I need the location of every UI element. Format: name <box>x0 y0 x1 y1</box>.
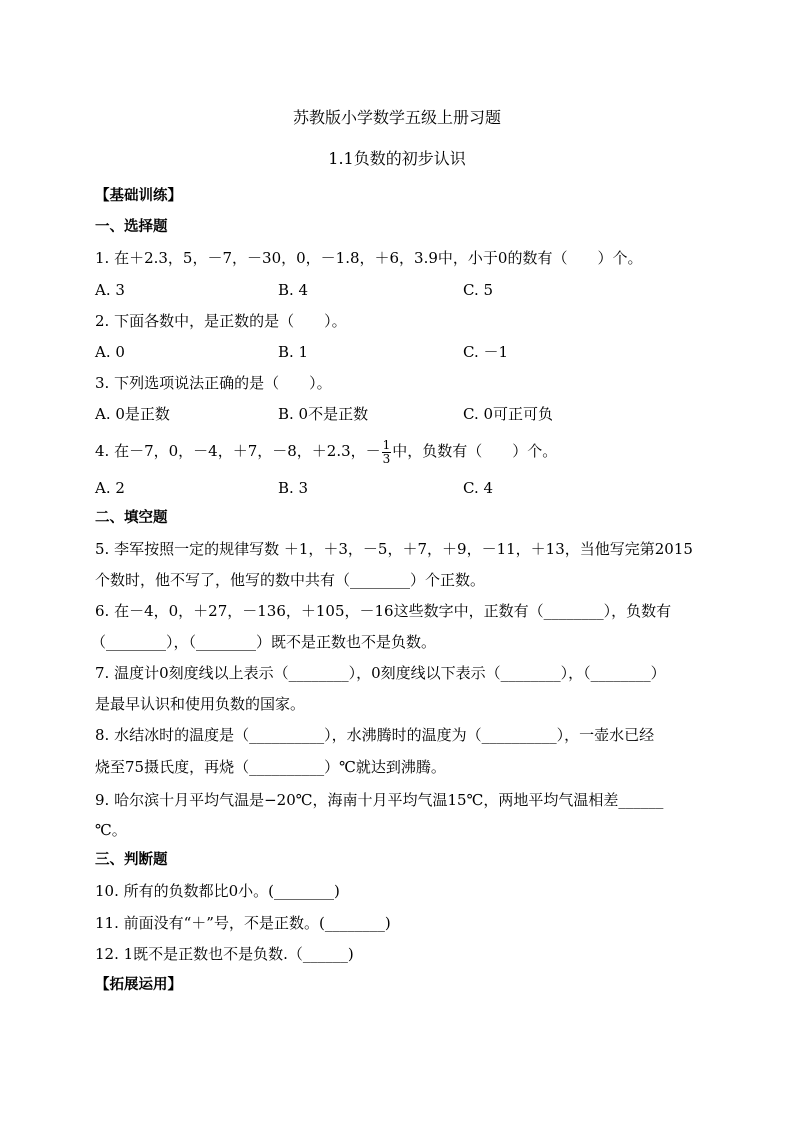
question-7-line-1: 7. 温度计0刻度线以上表示（________），0刻度线以下表示（________），（________） <box>95 664 666 682</box>
q4-fraction-denominator: 3 <box>382 451 391 466</box>
section-extension-heading: 【拓展运用】 <box>95 977 182 993</box>
question-7-line-2: 是最早认识和使用负数的国家。 <box>95 695 306 713</box>
question-3: 3. 下列选项说法正确的是（ ）。 <box>95 374 332 392</box>
q4-option-b: B. 3 <box>278 479 309 497</box>
question-10: 10. 所有的负数都比0小。(________) <box>95 882 340 900</box>
q1-option-a: A. 3 <box>95 281 125 299</box>
part2-heading: 二、填空题 <box>95 510 168 526</box>
q4-fraction <box>382 439 392 466</box>
q1-option-c: C. 5 <box>463 281 494 299</box>
question-11: 11. 前面没有“＋”号，不是正数。(________) <box>95 914 391 932</box>
question-9-line-1: 9. 哈尔滨十月平均气温是−20℃，海南十月平均气温15℃，两地平均气温相差______ <box>95 791 664 809</box>
q4-text-before: 4. 在－7，0，－4，＋7，－8，＋2.3，－ <box>95 442 381 460</box>
page-subtitle: 1.1负数的初步认识 <box>328 149 466 168</box>
question-12: 12. 1既不是正数也不是负数.（______) <box>95 945 354 963</box>
question-5-line-2: 个数时，他不写了，他写的数中共有（________）个正数。 <box>95 571 486 589</box>
q3-option-c: C. 0可正可负 <box>463 405 554 423</box>
question-8-line-2: 烧至75摄氏度，再烧（__________）℃就达到沸腾。 <box>95 758 446 776</box>
question-5-line-1: 5. 李军按照一定的规律写数 ＋1，＋3，－5，＋7，＋9，－11，＋13，当他写完第2015 <box>95 540 693 558</box>
q1-option-b: B. 4 <box>278 281 309 299</box>
question-6-line-2: （________），（________）既不是正数也不是负数。 <box>91 633 437 651</box>
part3-heading: 三、判断题 <box>95 852 168 868</box>
question-6-line-1: 6. 在－4，0，＋27，－136，＋105，－16这些数字中，正数有（________），负数有 <box>95 602 672 620</box>
q3-option-b: B. 0不是正数 <box>278 405 369 423</box>
question-8-line-1: 8. 水结冰时的温度是（__________），水沸腾时的温度为（__________），一壶水已经 <box>95 726 655 744</box>
question-1: 1. 在＋2.3，5，－7，－30，0，－1.8，＋6，3.9中，小于0的数有（ ）个。 <box>95 249 643 267</box>
q2-option-c: C. －1 <box>463 343 509 361</box>
q4-text-after: 中，负数有（ ）个。 <box>392 442 558 460</box>
part1-heading: 一、选择题 <box>95 219 168 235</box>
q3-option-a: A. 0是正数 <box>95 405 170 423</box>
q4-fraction-numerator: 1 <box>382 437 391 452</box>
question-4 <box>95 438 557 466</box>
q4-option-a: A. 2 <box>95 479 125 497</box>
section-basic-heading: 【基础训练】 <box>95 188 182 204</box>
q2-option-b: B. 1 <box>278 343 309 361</box>
question-9-line-2: ℃。 <box>95 821 127 839</box>
q2-option-a: A. 0 <box>95 343 125 361</box>
q4-option-c: C. 4 <box>463 479 494 497</box>
page-title: 苏教版小学数学五级上册习题 <box>292 108 501 127</box>
question-2: 2. 下面各数中，是正数的是（ ）。 <box>95 312 347 330</box>
